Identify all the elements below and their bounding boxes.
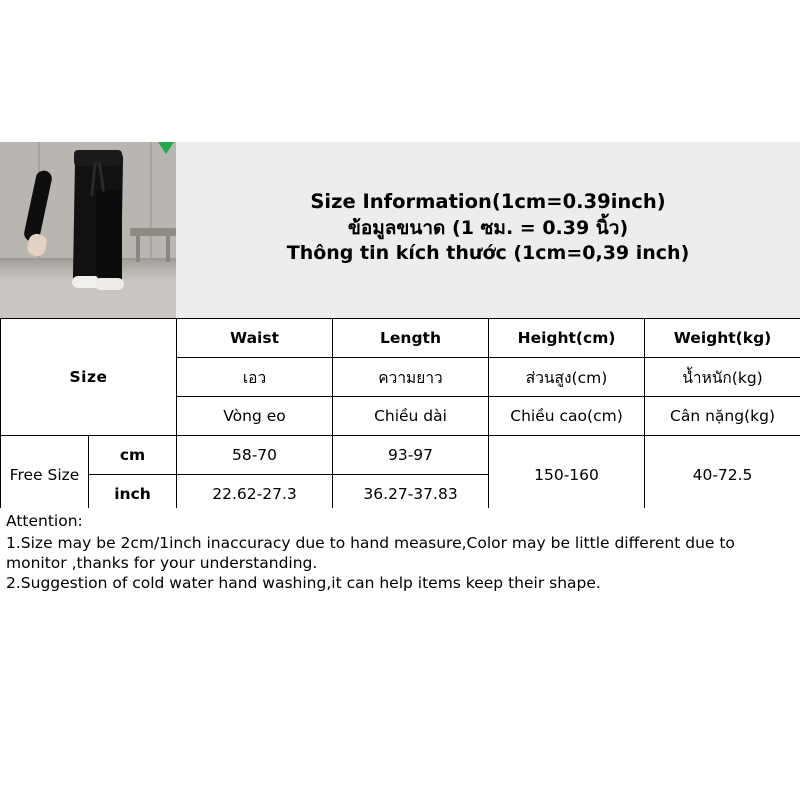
header-weight-en: Weight(kg) [645, 319, 800, 358]
unit-cm: cm [89, 436, 177, 475]
bench-leg [136, 236, 140, 262]
header-weight-vi: Cân nặng(kg) [645, 397, 800, 436]
header-waist-en: Waist [177, 319, 333, 358]
black-pants-leg [96, 190, 122, 286]
attention-line-1: 1.Size may be 2cm/1inch inaccuracy due to hand measure,Color may be little different due to monitor ,thanks for your understanding. [6, 533, 735, 572]
attention-line-2: 2.Suggestion of cold water hand washing,it can help items keep their shape. [6, 574, 601, 593]
attention-title: Attention: [6, 512, 83, 530]
value-length-cm: 93-97 [333, 436, 489, 475]
header-height-en: Height(cm) [489, 319, 645, 358]
title-english: Size Information(1cm=0.39inch) [310, 190, 666, 214]
size-table [0, 318, 800, 514]
header-weight-th: น้ำหนัก(kg) [645, 358, 800, 397]
header-height-vi: Chiều cao(cm) [489, 397, 645, 436]
value-weight: 40-72.5 [645, 436, 800, 514]
header-length-en: Length [333, 319, 489, 358]
model-arm [23, 169, 54, 243]
white-shoe [72, 276, 98, 288]
unit-inch: inch [89, 475, 177, 514]
model-hand [26, 232, 48, 257]
product-photo [0, 142, 176, 318]
value-length-inch: 36.27-37.83 [333, 475, 489, 514]
header-band [0, 142, 800, 318]
title-block [176, 142, 800, 318]
header-waist-vi: Vòng eo [177, 397, 333, 436]
title-thai: ข้อมูลขนาด (1 ซม. = 0.39 นิ้ว) [347, 216, 629, 239]
value-waist-cm: 58-70 [177, 436, 333, 475]
title-vietnamese: Thông tin kích thước (1cm=0,39 inch) [286, 242, 690, 265]
attention-block [0, 508, 800, 595]
bench-leg [166, 236, 170, 262]
value-height: 150-160 [489, 436, 645, 514]
bench-seat [130, 228, 176, 236]
header-height-th: ส่วนสูง(cm) [489, 358, 645, 397]
header-waist-th: เอว [177, 358, 333, 397]
size-table-wrap [0, 318, 800, 514]
green-marker-icon [158, 142, 174, 154]
header-length-th: ความยาว [333, 358, 489, 397]
white-shoe [96, 278, 124, 290]
value-waist-inch: 22.62-27.3 [177, 475, 333, 514]
header-length-vi: Chiều dài [333, 397, 489, 436]
row-label-free-size: Free Size [1, 436, 89, 514]
table-row-cm [1, 436, 800, 475]
size-label-cell: Size [1, 319, 177, 436]
table-row-header-en [1, 319, 800, 358]
